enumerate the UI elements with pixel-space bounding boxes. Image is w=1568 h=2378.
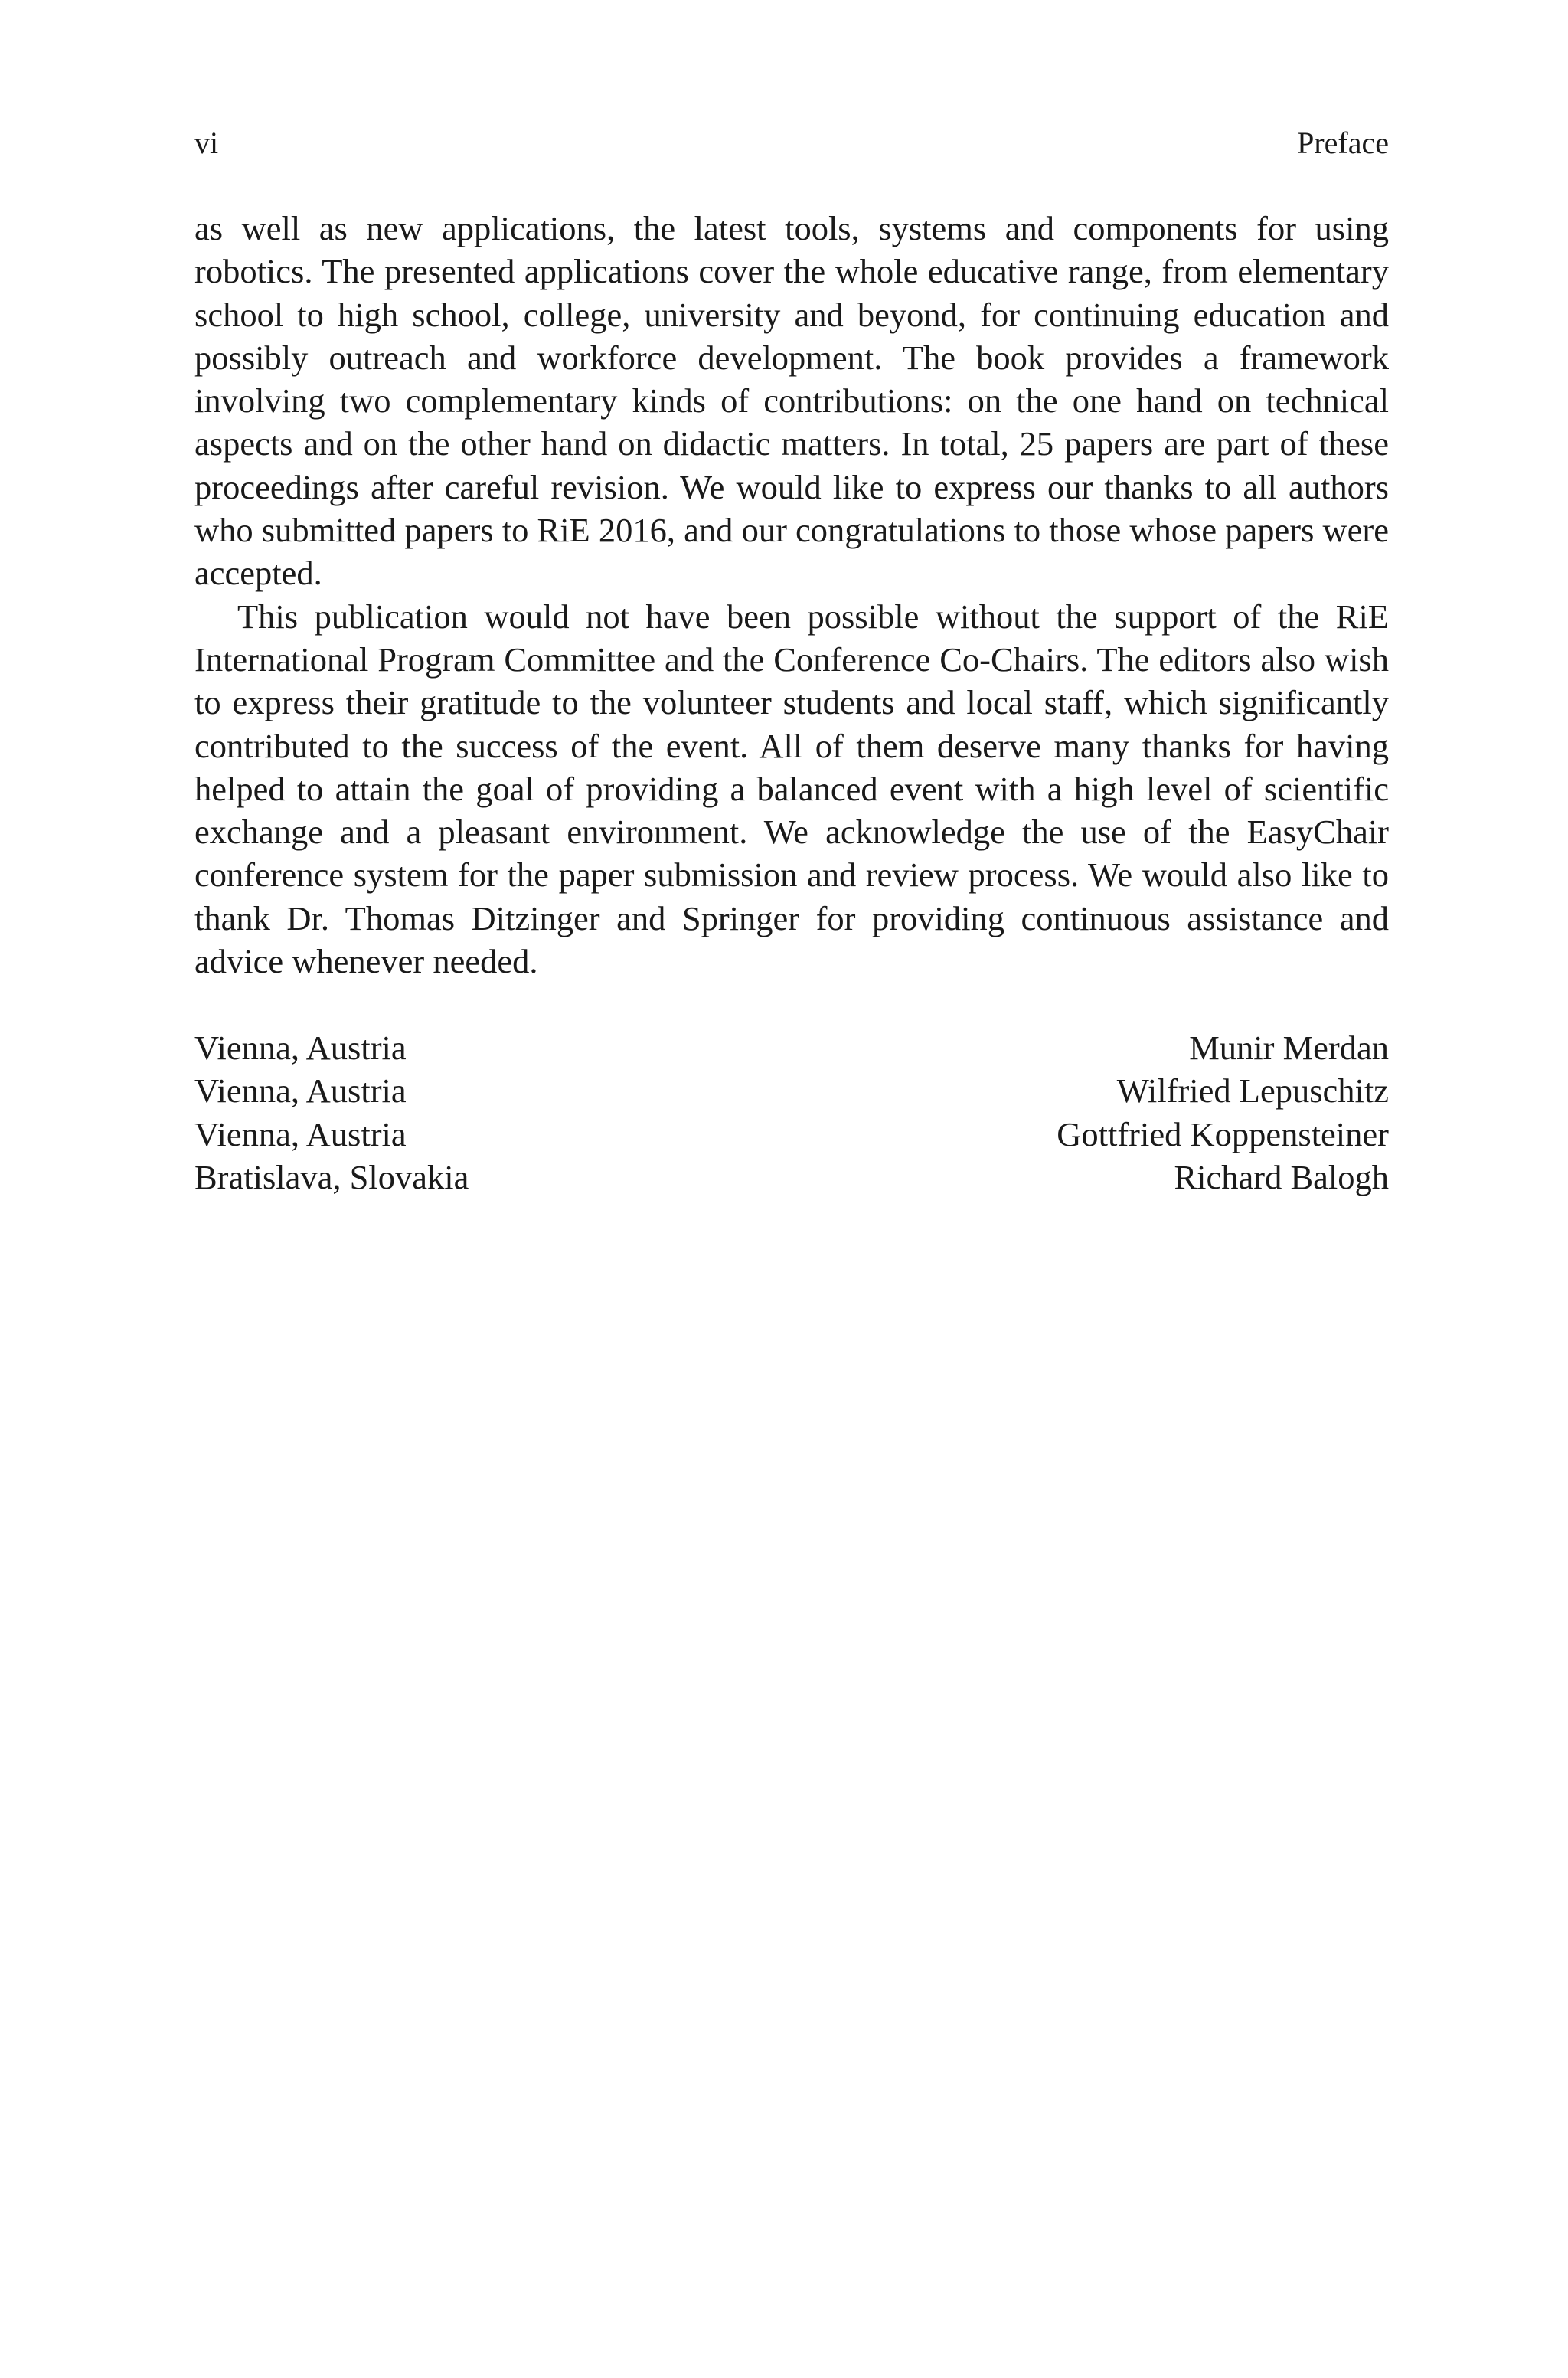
editor-signatures [194,1026,1389,1199]
paragraph: This publication would not have been possible without the support of the RiE International Program Committee and the Conference Co-Chairs. The editors also wish to express their gratitude to the volunteer students and local staff, which significantly contributed to the success of the event. All of them deserve many thanks for having helped to attain the goal of providing a balanced event with a high level of scientific exchange and a pleasant environment. We acknowledge the use of the EasyChair conference system for the paper submission and review process. We would also like to thank Dr. Thomas Ditzinger and Springer for providing continuous assistance and advice whenever needed. [194,597,1389,981]
preface-body [194,207,1389,983]
section-title: Preface [1297,126,1389,160]
signature-name: Wilfried Lepuschitz [1116,1071,1389,1110]
signature-name: Richard Balogh [1174,1157,1389,1196]
signature-place: Vienna, Austria [194,1071,407,1110]
signature-row [194,1113,1389,1156]
paragraph: as well as new applications, the latest tools, systems and components for using robotics. The presented applications cover the whole educative range, from elementary school to high school, college, university and beyond, for continuing education and possibly outreach and workforce development. The book provides a framework involving two complementary kinds of contributions: on the one hand on technical aspects and on the other hand on didactic matters. In total, 25 papers are part of these proceedings after careful revision. We would like to express our thanks to all authors who submitted papers to RiE 2016, and our congratulations to those whose papers were accepted. [194,209,1389,593]
signature-name: Munir Merdan [1189,1029,1389,1067]
running-head [194,124,1389,162]
signature-row [194,1069,1389,1112]
signature-name: Gottfried Koppensteiner [1057,1114,1389,1153]
signature-place: Vienna, Austria [194,1114,407,1153]
page-number: vi [194,126,219,160]
signature-place: Bratislava, Slovakia [194,1157,469,1196]
signature-row [194,1026,1389,1069]
signature-row [194,1156,1389,1199]
signature-place: Vienna, Austria [194,1029,407,1067]
